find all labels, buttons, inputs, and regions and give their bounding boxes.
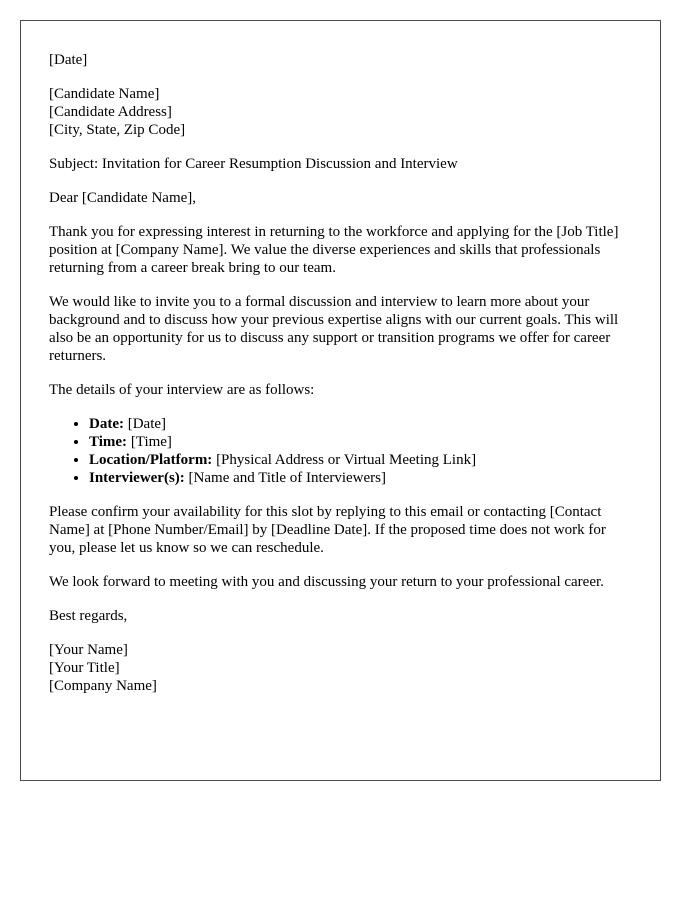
body-paragraph-1: Thank you for expressing interest in returning to the workforce and applying for the [Job Title] position at [Company Name]. We value the diverse experiences and skills that professionals returning from a career break bring to our team. xyxy=(49,224,619,276)
details-intro: The details of your interview are as follows: xyxy=(49,382,315,398)
recipient-name: [Candidate Name] xyxy=(49,86,160,102)
body-paragraph-2: We would like to invite you to a formal discussion and interview to learn more about your background and to discuss how your previous expertise aligns with our current goals. This will also be an opportunity for us to discuss any support or transition programs we offer for career returners. xyxy=(49,294,619,364)
detail-item-location xyxy=(89,451,632,469)
signature-title: [Your Title] xyxy=(49,660,120,676)
detail-item-time xyxy=(89,433,632,451)
signature-name: [Your Name] xyxy=(49,642,128,658)
recipient-block xyxy=(49,85,632,139)
detail-value: [Time] xyxy=(127,434,172,450)
letter-subject: Subject: Invitation for Career Resumption Discussion and Interview xyxy=(49,156,458,172)
detail-label: Interviewer(s): xyxy=(89,470,185,486)
body-paragraph-4: We look forward to meeting with you and discussing your return to your professional career. xyxy=(49,574,604,590)
body-paragraph-3: Please confirm your availability for this slot by replying to this email or contacting [Contact Name] at [Phone Number/Email] by [Deadline Date]. If the proposed time does not work for you, please let us know so we can reschedule. xyxy=(49,504,606,556)
detail-label: Date: xyxy=(89,416,124,432)
detail-item-date xyxy=(89,415,632,433)
letter-date: [Date] xyxy=(49,52,88,68)
letter-page xyxy=(20,20,661,781)
detail-value: [Name and Title of Interviewers] xyxy=(184,470,386,486)
letter-salutation: Dear [Candidate Name], xyxy=(49,190,197,206)
detail-label: Time: xyxy=(89,434,128,450)
detail-item-interviewers xyxy=(89,469,632,487)
recipient-city: [City, State, Zip Code] xyxy=(49,122,186,138)
signature-company: [Company Name] xyxy=(49,678,157,694)
recipient-address: [Candidate Address] xyxy=(49,104,172,120)
signature-block xyxy=(49,641,632,695)
detail-label: Location/Platform: xyxy=(89,452,213,468)
detail-value: [Date] xyxy=(123,416,167,432)
interview-details-list xyxy=(49,415,632,487)
detail-value: [Physical Address or Virtual Meeting Link] xyxy=(212,452,477,468)
letter-closing: Best regards, xyxy=(49,608,128,624)
